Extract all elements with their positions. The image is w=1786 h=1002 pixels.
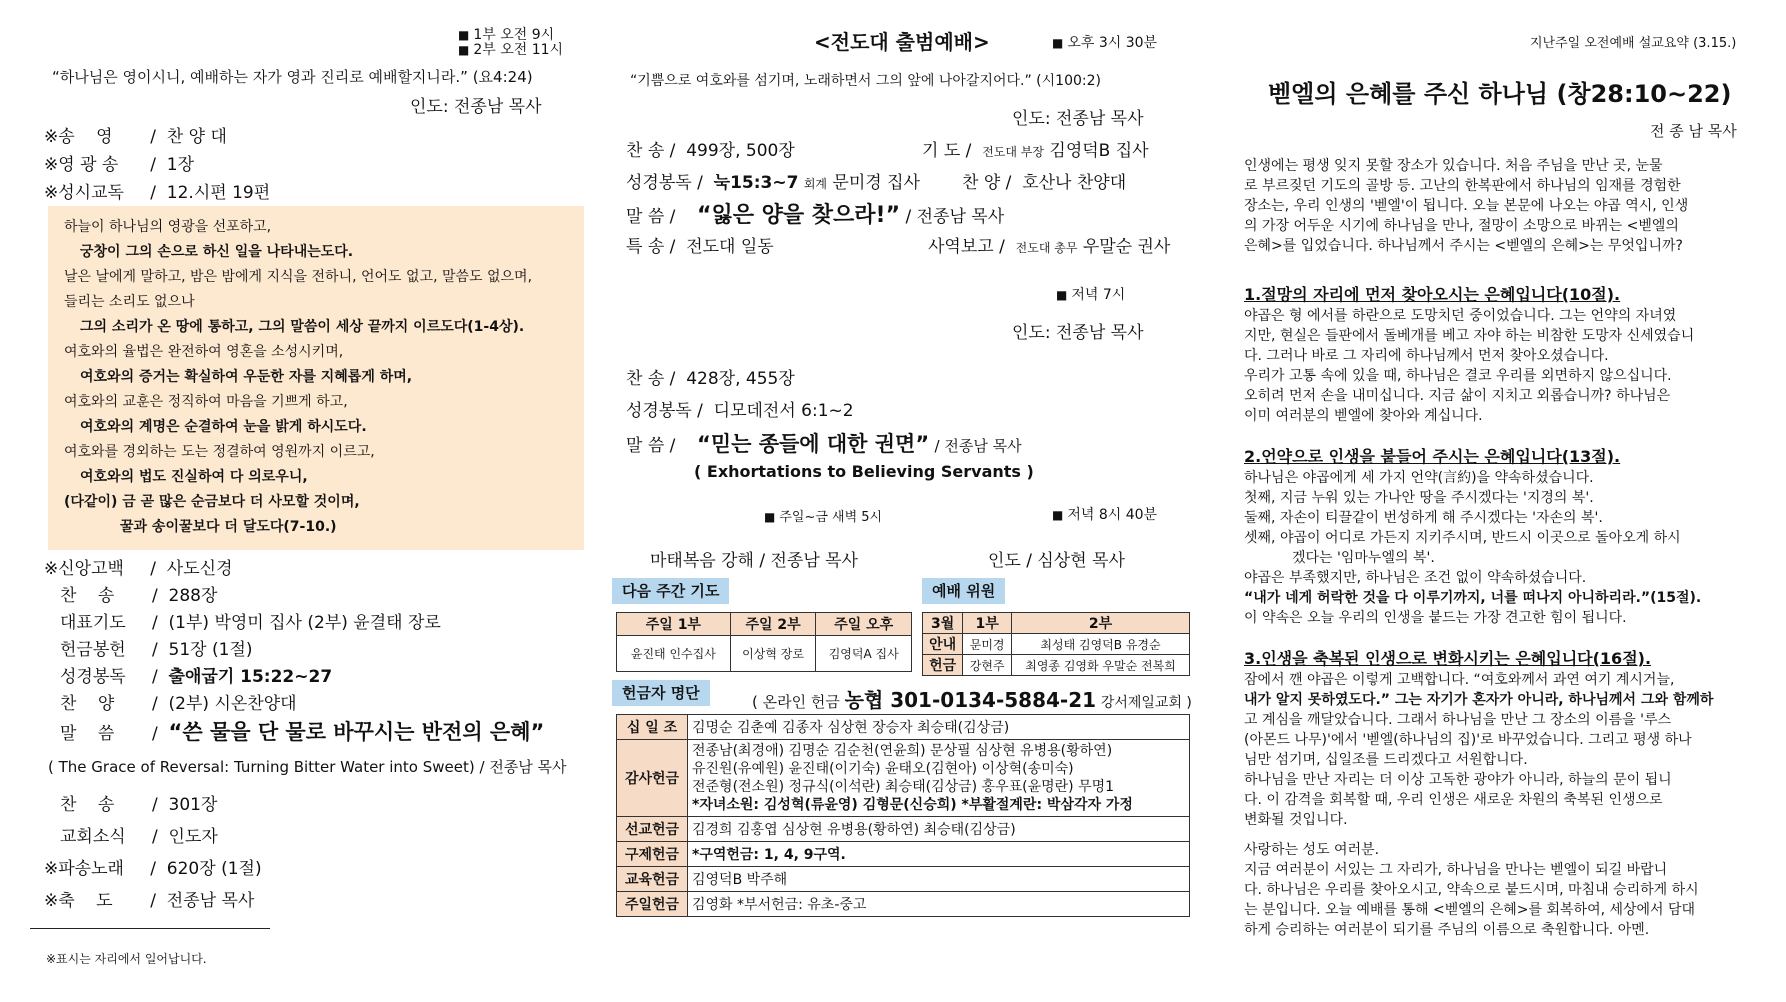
reading-line: 여호와의 법도 진실하여 다 의로우니, <box>80 469 308 485</box>
prayer-head: 주일 1부 <box>617 613 731 636</box>
duty-cell: 최성태 김영덕B 유경순 <box>1012 634 1190 655</box>
order-item: ※축 도 / 전종남 목사 <box>44 891 255 911</box>
evangelism-title: <전도대 출범예배> <box>814 30 990 54</box>
service-leader: 인도: 전종남 목사 <box>410 97 542 117</box>
reading-line: 날은 날에게 말하고, 밤은 밤에게 지식을 전하니, 언어도 없고, 말씀도 없으며, <box>64 269 533 285</box>
order-item: 교회소식 / 인도자 <box>60 827 218 847</box>
prayer-table <box>616 612 912 672</box>
sermon-english: ( The Grace of Reversal: Turning Bitter Water into Sweet) / 전종남 목사 <box>48 758 567 776</box>
reading-line: 궁창이 그의 손으로 하신 일을 나타내는도다. <box>80 244 354 260</box>
evening-sermon-english: ( Exhortations to Believing Servants ) <box>694 462 1034 481</box>
order-item: 헌금봉헌 / 51장 (1절) <box>60 640 253 660</box>
section-2-body: 하나님은 야곱에게 세 가지 언약(言約)을 약속하셨습니다. 첫째, 지금 누워 있는 가나안 땅을 주시겠다는 '지경의 복'. 둘째, 자손이 티끌같이 번성하게 해 주시겠다는 '자손의 복'. 셋째, 야곱이 어디로 가든지 지키주시며, 반드시 이곳으로 돌아오게 하시 겠다는 '임마누엘의 복'. 야곱은 부족했지만, 하나님은 조건 없이 약속하셨습니다. “내가 네게 허락한 것을 다 이루기까지, 너를 떠나지 아니하리라.”(15절). 이 약속은 오늘 우리의 인생을 붙드는 가장 견고한 힘이 됩니다. <box>1244 470 1702 626</box>
order-row: 성경봉독 / 눅15:3~7 회계 문미경 집사 <box>626 173 920 193</box>
wednesday-time: ■ 저녁 8시 40분 <box>1052 504 1157 524</box>
prayer-cell: 윤진태 인수집사 <box>617 636 731 672</box>
footnote: ※표시는 자리에서 일어납니다. <box>46 952 207 966</box>
order-item: ※송 영 / 찬 양 대 <box>44 127 227 147</box>
offering-type: 교육헌금 <box>617 867 688 892</box>
duty-head: 2부 <box>1012 613 1190 634</box>
offering-names: 전종남(최경애) 김명순 김순천(연윤희) 문상필 심상현 유병용(황하연) 유진원(유예원) 윤진태(이기숙) 윤태오(김현아) 이상혁(송미숙) 전준형(전소원) 정규식(이석란) 최승태(김상금) 홍우표(윤명란) 무명1 *자녀소원: 김성혁(류윤영) 김형문(신승희) *부활절계란: 박삼각자 가정 <box>688 740 1190 817</box>
offering-names: 김경희 김홍엽 심상현 유병용(황하연) 최승태(김상금) <box>688 817 1190 842</box>
offering-names: 김영덕B 박주해 <box>688 867 1190 892</box>
table-row <box>617 817 1190 842</box>
evangelism-sermon-title: “잃은 양을 찾으라!” <box>697 203 901 228</box>
sermon-row: 말 씀 / “쓴 물을 단 물로 바꾸시는 반전의 은혜” <box>60 720 545 744</box>
order-row: 기 도 / 전도대 부장 김영덕B 집사 <box>922 141 1149 161</box>
order-row: 말 씀 / “믿는 종들에 대한 권면” / 전종남 목사 <box>626 432 1022 456</box>
duty-key: 안내 <box>923 634 963 655</box>
reading-line: 여호와의 율법은 완전하여 영혼을 소성시키며, <box>64 344 344 360</box>
offering-banner: 헌금자 명단 <box>612 680 710 706</box>
duty-banner: 예배 위원 <box>922 578 1005 604</box>
order-item: 성경봉독 / 출애굽기 15:22~27 <box>60 667 333 687</box>
order-row: 말 씀 / “잃은 양을 찾으라!” / 전종남 목사 <box>626 203 1005 228</box>
opening-verse: “하나님은 영이시니, 예배하는 자가 영과 진리로 예배할지니라.” (요4:24) <box>52 68 533 86</box>
section-3-body: 잠에서 깬 야곱은 이렇게 고백합니다. “여호와께서 과연 여기 계시거늘, 내가 알지 못하였도다.” 그는 자기가 혼자가 아니라, 하나님께서 그와 함께하 고 계심을 깨달았습니다. 그래서 하나님을 만난 그 장소의 이름을 '루스 (아몬드 나무)'에서 '벧엘(하나님의 집)'로 바꾸었습니다. 그리고 평생 하나 님만 섬기며, 십일조를 드리겠다고 서원합니다. 하나님을 만난 자리는 더 이상 고독한 광야가 아니라, 하늘의 문이 됩니 다. 이 감격을 회복할 때, 우리 인생은 새로운 차원의 축복된 인생으로 변화될 것입니다. <box>1244 672 1714 828</box>
order-item: 찬 송 / 301장 <box>60 795 218 815</box>
order-item: 찬 양 / (2부) 시온찬양대 <box>60 694 297 714</box>
order-item: ※신앙고백 / 사도신경 <box>44 559 233 579</box>
duty-cell: 최영종 김영화 우말순 전복희 <box>1012 655 1190 676</box>
order-row: 찬 양 / 호산나 찬양대 <box>962 173 1127 193</box>
reading-line: 그의 소리가 온 땅에 통하고, 그의 말씀이 세상 끝까지 이르도다(1-4상). <box>80 319 525 335</box>
dawn-time: ■ 주일~금 새벽 5시 <box>764 506 882 525</box>
table-row <box>617 842 1190 867</box>
intro-paragraph: 인생에는 평생 잊지 못할 장소가 있습니다. 처음 주님을 만난 곳, 눈물 로 부르짖던 기도의 골방 등. 고난의 한복판에서 하나님의 임재를 경험한 장소는, 우리 인생의 '벧엘'이 됩니다. 오늘 본문에 나오는 야곱 역시, 인생 의 가장 어두운 시기에 하나님을 만나, 절망이 소망으로 바뀌는 <벧엘의 은혜>를 입었습니다. 하나님께서 주시는 <벧엘의 은혜>는 무엇입니까? <box>1244 158 1689 254</box>
order-item: 대표기도 / (1부) 박영미 집사 (2부) 윤결태 장로 <box>60 613 441 633</box>
online-offering: ( 온라인 헌금 농협 301-0134-5884-21 강서제일교회 ) <box>752 688 1192 712</box>
evening-time: ■ 저녁 7시 <box>1056 284 1125 304</box>
offering-names: 김영화 *부서헌금: 유초-중고 <box>688 892 1190 917</box>
order-row: 특 송 / 전도대 일동 <box>626 237 774 257</box>
duty-table <box>922 612 1190 676</box>
section-heading-2: 2.언약으로 인생을 붙들어 주시는 은혜입니다(13절). <box>1244 447 1621 466</box>
prayer-head: 주일 오후 <box>816 613 912 636</box>
table-row <box>617 892 1190 917</box>
offering-type: 주일헌금 <box>617 892 688 917</box>
offering-type: 감사헌금 <box>617 740 688 817</box>
duty-cell: 문미경 <box>963 634 1012 655</box>
evening-sermon-title: “믿는 종들에 대한 권면” <box>697 432 930 456</box>
prayer-banner: 다음 주간 기도 <box>612 578 729 604</box>
responsive-reading-box <box>48 206 584 550</box>
offering-table <box>616 714 1190 917</box>
reading-line: 여호와의 증거는 확실하여 우둔한 자를 지혜롭게 하며, <box>80 369 413 385</box>
offering-names: 김명순 김춘예 김종자 심상현 장승자 최승태(김상금) <box>688 715 1190 740</box>
offering-names: *구역헌금: 1, 4, 9구역. <box>688 842 1190 867</box>
wednesday-service: 인도 / 심상현 목사 <box>988 551 1125 571</box>
evening-leader: 인도: 전종남 목사 <box>1012 323 1144 343</box>
order-item: ※파송노래 / 620장 (1절) <box>44 859 262 879</box>
duty-key: 헌금 <box>923 655 963 676</box>
order-item: ※영 광 송 / 1장 <box>44 155 195 175</box>
prayer-head: 주일 2부 <box>730 613 816 636</box>
reading-line: 들리는 소리도 없으나 <box>64 294 195 310</box>
reading-line: 여호와의 교훈은 정직하여 마음을 기쁘게 하고, <box>64 394 348 410</box>
order-row: 사역보고 / 전도대 총무 우말순 권사 <box>928 237 1171 257</box>
prayer-cell: 이상혁 장로 <box>730 636 816 672</box>
prayer-cell: 김영덕A 집사 <box>816 636 912 672</box>
order-row: 찬 송 / 428장, 455장 <box>626 369 795 389</box>
section-1-body: 야곱은 형 에서를 하란으로 도망치던 중이었습니다. 그는 언약의 자녀였 지만, 현실은 들판에서 돌베개를 베고 자야 하는 비참한 도망자 신세였습니 다. 그러나 바로 그 자리에 하나님께서 먼저 찾아오셨습니다. 우리가 고통 속에 있을 때, 하나님은 결코 우리를 외면하지 않으십니다. 오히려 먼저 손을 내미십니다. 지금 삶이 지치고 외롭습니까? 하나님은 이미 여러분의 벧엘에 찾아와 계십니다. <box>1244 308 1695 424</box>
evangelism-leader: 인도: 전종남 목사 <box>1012 109 1144 129</box>
duty-head: 3월 <box>923 613 963 634</box>
section-heading-3: 3.인생을 축복된 인생으로 변화시키는 은혜입니다(16절). <box>1244 649 1652 668</box>
order-item: ※성시교독 / 12.시편 19편 <box>44 183 271 203</box>
offering-type: 십 일 조 <box>617 715 688 740</box>
summary-header: 지난주일 오전예배 설교요약 (3.15.) <box>1530 36 1737 51</box>
table-row <box>617 715 1190 740</box>
section-heading-1: 1.절망의 자리에 먼저 찾아오시는 은혜입니다(10절). <box>1244 285 1621 304</box>
order-item: 찬 송 / 288장 <box>60 586 218 606</box>
duty-cell: 강현주 <box>963 655 1012 676</box>
duty-head: 1부 <box>963 613 1012 634</box>
table-row <box>617 867 1190 892</box>
bank-account: 농협 301-0134-5884-21 <box>844 688 1097 712</box>
reading-line: 여호와의 계명은 순결하여 눈을 밝게 하시도다. <box>80 419 367 435</box>
service-time-1: ■ 1부 오전 9시 <box>458 24 554 44</box>
summary-author: 전 종 남 목사 <box>1650 122 1737 140</box>
reading-line: 꿀과 송이꿀보다 더 달도다(7-10.) <box>120 519 337 535</box>
service-time-2: ■ 2부 오전 11시 <box>458 39 563 59</box>
evangelism-time: ■ 오후 3시 30분 <box>1052 32 1157 52</box>
order-row: 성경봉독 / 디모데전서 6:1~2 <box>626 401 854 421</box>
reading-line: 여호와를 경외하는 도는 정결하여 영원까지 이르고, <box>64 444 375 460</box>
sermon-title: “쓴 물을 단 물로 바꾸시는 반전의 은혜” <box>168 720 545 744</box>
reading-line: (다같이) 금 곧 많은 순금보다 더 사모할 것이며, <box>64 494 360 510</box>
divider <box>30 928 270 929</box>
offering-type: 구제헌금 <box>617 842 688 867</box>
summary-title: 벧엘의 은혜를 주신 하나님 (창28:10~22) <box>1268 80 1732 108</box>
offering-type: 선교헌금 <box>617 817 688 842</box>
reading-line: 하늘이 하나님의 영광을 선포하고, <box>64 219 272 235</box>
dawn-service: 마태복음 강해 / 전종남 목사 <box>650 551 858 571</box>
table-row <box>617 740 1190 817</box>
closing-paragraph: 사랑하는 성도 여러분. 지금 여러분이 서있는 그 자리가, 하나님을 만나는 벧엘이 되길 바랍니 다. 하나님은 우리를 찾아오시고, 약속으로 붙드시며, 마침내 승리하게 하시 는 분입니다. 오늘 예배를 통해 <벧엘의 은혜>를 회복하여, 세상에서 담대 하게 승리하는 여러분이 되기를 주님의 이름으로 축원합니다. 아멘. <box>1244 842 1699 938</box>
evangelism-verse: “기쁨으로 여호와를 섬기며, 노래하면서 그의 앞에 나아갈지어다.” (시100:2) <box>630 73 1101 89</box>
left-column <box>0 0 600 1002</box>
order-row: 찬 송 / 499장, 500장 <box>626 141 795 161</box>
